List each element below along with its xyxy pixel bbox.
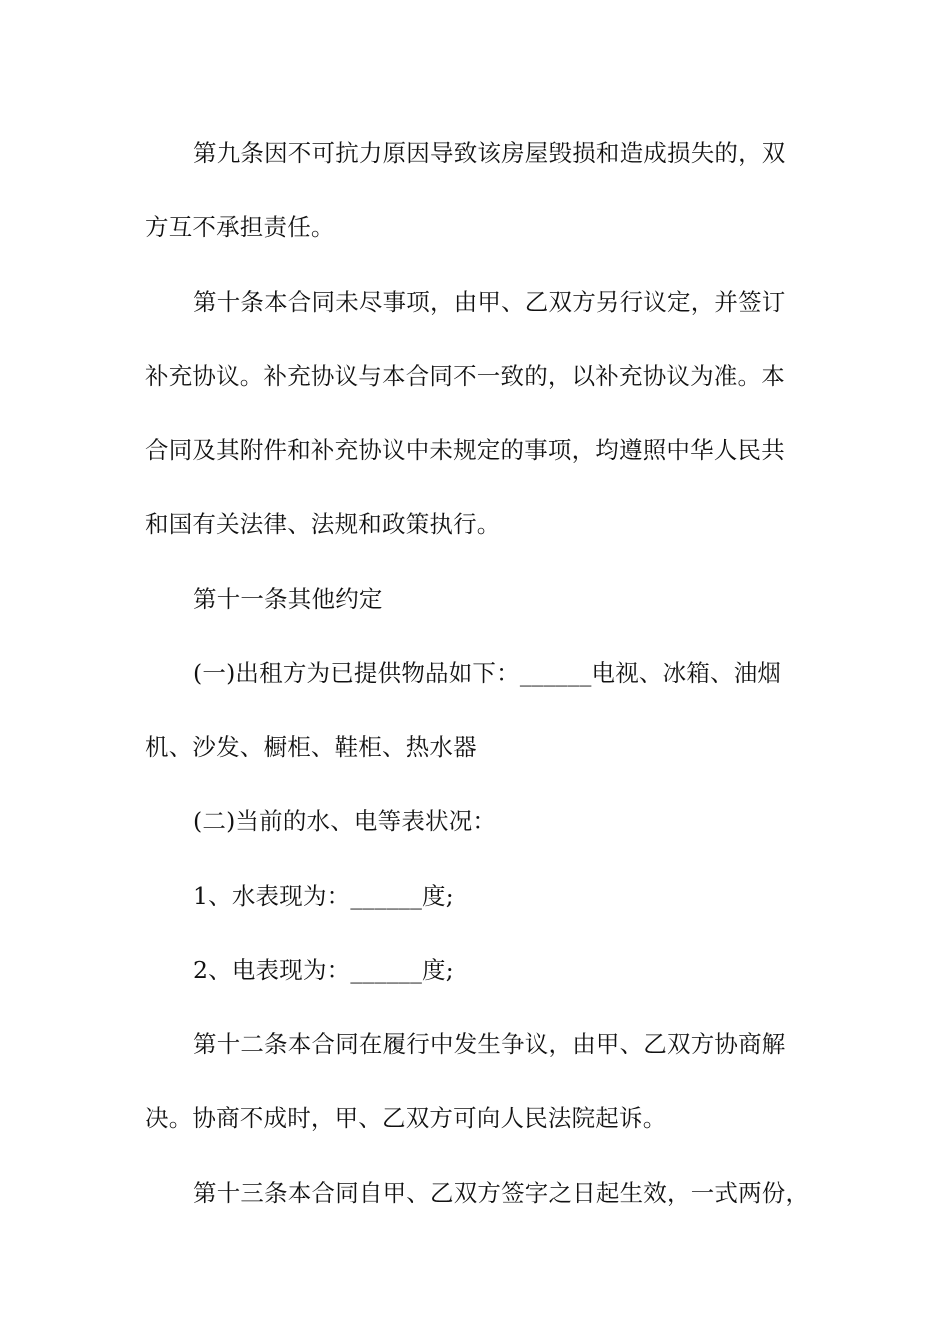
electric-meter-line: 2、电表现为：______度; bbox=[193, 956, 454, 984]
article-9-line-1: 第九条因不可抗力原因导致该房屋毁损和造成损失的，双 bbox=[193, 139, 786, 167]
water-meter-line: 1、水表现为：______度; bbox=[193, 882, 454, 910]
article-10-line-2: 补充协议。补充协议与本合同不一致的，以补充协议为准。本 bbox=[145, 362, 785, 390]
article-9-line-2: 方互不承担责任。 bbox=[145, 213, 335, 241]
item-1-line-2: 机、沙发、橱柜、鞋柜、热水器 bbox=[145, 733, 477, 761]
article-12-line-2: 决。协商不成时，甲、乙双方可向人民法院起诉。 bbox=[145, 1104, 667, 1132]
article-10-line-3: 合同及其附件和补充协议中未规定的事项，均遵照中华人民共 bbox=[145, 436, 785, 464]
article-12-line-1: 第十二条本合同在履行中发生争议，由甲、乙双方协商解 bbox=[193, 1030, 786, 1058]
item-1-line-1: (一)出租方为已提供物品如下：______电视、冰箱、油烟 bbox=[193, 659, 782, 687]
article-10-line-4: 和国有关法律、法规和政策执行。 bbox=[145, 510, 501, 538]
article-13-line-1: 第十三条本合同自甲、乙双方签字之日起生效，一式两份， bbox=[193, 1179, 810, 1207]
article-10-line-1: 第十条本合同未尽事项，由甲、乙双方另行议定，并签订 bbox=[193, 288, 786, 316]
item-2-heading: (二)当前的水、电等表状况： bbox=[193, 807, 497, 835]
article-11-heading: 第十一条其他约定 bbox=[193, 585, 383, 613]
